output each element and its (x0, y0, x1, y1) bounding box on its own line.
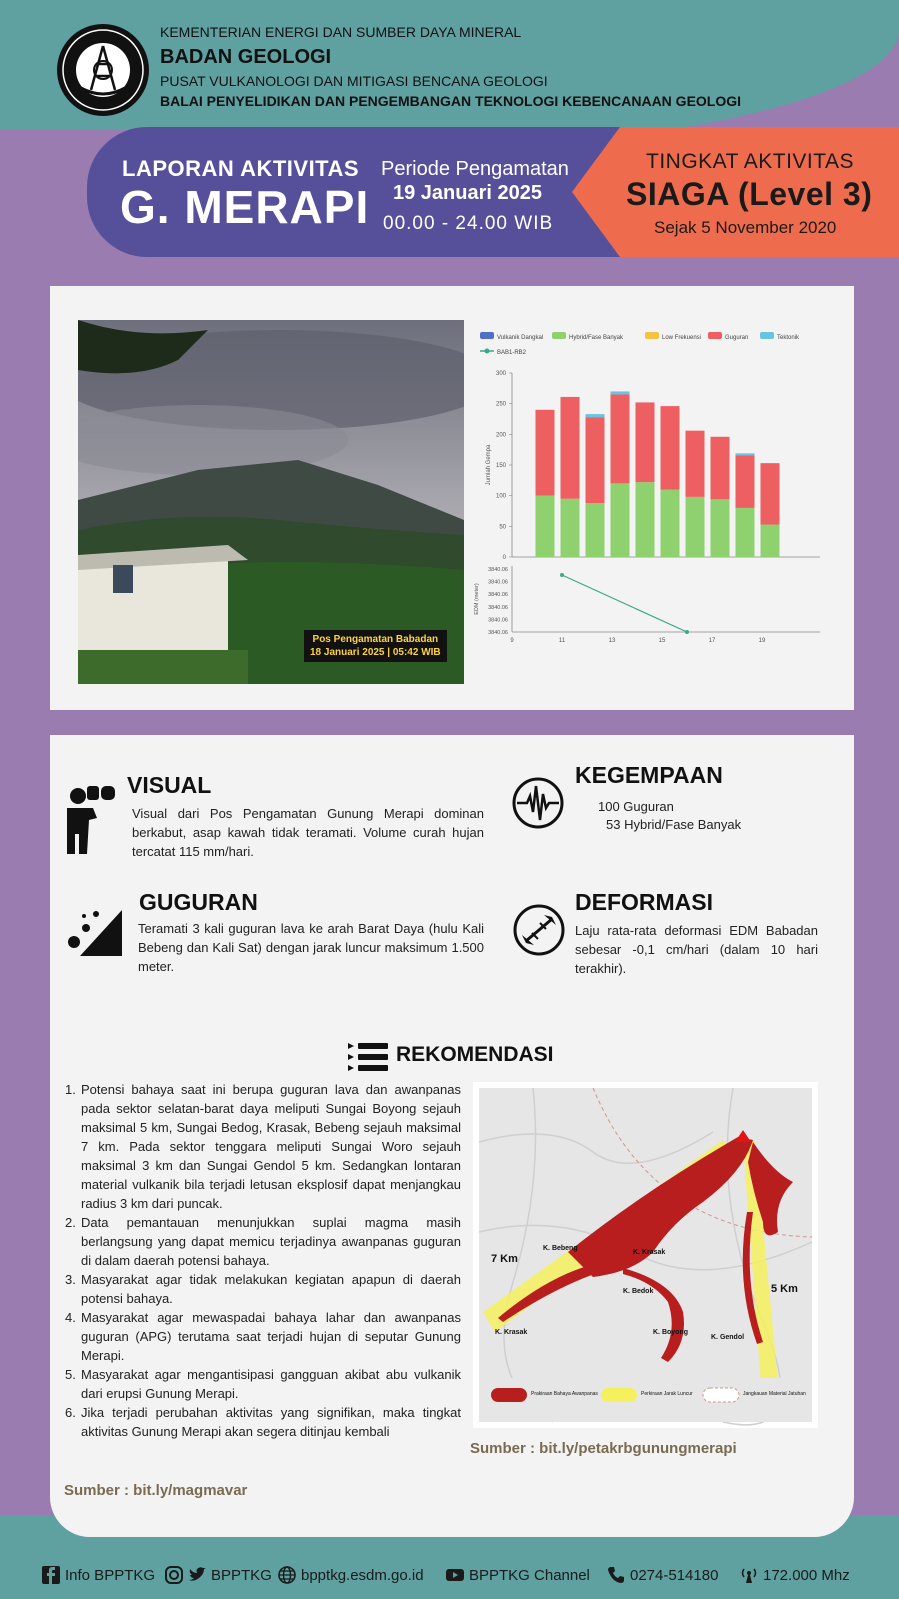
bar-tektonik (586, 414, 605, 417)
phone-label: 0274-514180 (630, 1566, 719, 1584)
radio-label: 172.000 Mhz (763, 1566, 850, 1584)
source-link[interactable]: Sumber : bit.ly/magmavar (64, 1482, 248, 1499)
bar-guguran (686, 431, 705, 497)
bar-hybrid-fase-banyak (661, 490, 680, 557)
esdm-logo (57, 24, 149, 116)
rockfall-icon (66, 904, 122, 961)
visual-text: Visual dari Pos Pengamatan Gunung Merapi dominan berkabut, asap kawah tidak teramati. Volume curah hujan tercatat 115 mm/hari. (132, 806, 484, 859)
y-tick-label: 50 (499, 524, 506, 531)
bar-hybrid-fase-banyak (636, 482, 655, 557)
y-tick-label: 150 (495, 463, 506, 469)
kegempaan-guguran: 100 Guguran (598, 799, 674, 814)
deformasi-title: DEFORMASI (575, 889, 713, 915)
y-tick-label: 100 (495, 493, 506, 500)
report-title: LAPORAN AKTIVITAS (122, 156, 360, 181)
bar-hybrid-fase-banyak (536, 496, 555, 557)
footer-phone[interactable] (607, 1566, 718, 1584)
org-center: PUSAT VULKANOLOGI DAN MITIGASI BENCANA GEOLOGI (160, 73, 548, 89)
legend-label: Guguran (725, 335, 749, 341)
recommendation-item (65, 1270, 461, 1308)
map-legend-jatuhan: Jangkauan Material Jatuhan (743, 1391, 806, 1397)
legend-swatch (708, 332, 722, 339)
globe-icon (278, 1566, 296, 1584)
caption-datetime: 18 Januari 2025 | 05:42 WIB (310, 647, 441, 658)
edm-y-tick-label: 3840.06 (488, 630, 508, 636)
edm-y-tick-label: 3840.06 (488, 617, 508, 624)
legend-label: BAB1-RB2 (497, 350, 527, 356)
hazard-map (473, 1082, 818, 1428)
edm-y-tick-label: 3840.06 (488, 567, 508, 573)
radio-antenna-icon (740, 1566, 758, 1584)
kegempaan-title: KEGEMPAAN (575, 762, 723, 788)
recommendation-text: Masyarakat agar tidak melakukan kegiatan apapun di daerah potensi bahaya. (81, 1272, 461, 1306)
twitter-icon (188, 1566, 206, 1584)
recommendation-number: 2. (65, 1215, 76, 1230)
bar-guguran (636, 402, 655, 482)
map-river-krasak-1: K. Krasak (495, 1329, 528, 1336)
y-tick-label: 0 (502, 555, 506, 561)
bar-guguran (611, 394, 630, 483)
bar-tektonik (736, 453, 755, 455)
bar-guguran (536, 410, 555, 496)
guguran-text: Teramati 3 kali guguran lava ke arah Barat Daya (hulu Kali Bebeng dan Kali Sat) dengan jarak luncur maksimum 1.500 meter. (138, 921, 484, 974)
bar-hybrid-fase-banyak (586, 503, 605, 557)
map-source-link[interactable]: Sumber : bit.ly/petakrbgunungmerapi (470, 1440, 737, 1457)
recommendation-item (65, 1213, 461, 1270)
bar-guguran (761, 463, 780, 524)
visual-title: VISUAL (127, 772, 212, 798)
recommendation-text: Masyarakat agar mengantisipasi gangguan akibat abu vulkanik dari erupsi Gunung Merapi. (81, 1367, 461, 1401)
bar-tektonik (611, 391, 630, 394)
youtube-icon (446, 1566, 464, 1584)
legend-line-marker (485, 349, 490, 354)
recommendation-text: Data pemantauan menunjukkan suplai magma masih berlangsung yang dapat memicu terjadinya awanpanas guguran di dalam daerah potensi bahaya. (81, 1215, 461, 1268)
photo-caption (304, 630, 447, 662)
map-river-bedok: K. Bedok (623, 1288, 654, 1295)
deformation-icon (512, 903, 566, 962)
deformasi-text: Laju rata-rata deformasi EDM Babadan sebesar -0,1 cm/hari (dalam 10 hari terakhir). (575, 923, 818, 976)
bar-guguran (711, 437, 730, 500)
website-label: bpptkg.esdm.go.id (301, 1566, 424, 1584)
bar-hybrid-fase-banyak (611, 483, 630, 557)
edm-x-tick-label: 19 (758, 638, 766, 644)
footer-contacts (0, 1560, 899, 1590)
footer-facebook[interactable] (42, 1566, 155, 1584)
map-river-gendol: K. Gendol (711, 1334, 745, 1341)
instagram-icon (165, 1566, 183, 1584)
legend-label: Vulkanik Dangkal (497, 335, 544, 341)
y-axis-label: Jumlah Gempa (486, 444, 492, 486)
legend-swatch (645, 332, 659, 339)
list-icon (348, 1041, 388, 1080)
map-legend-luncur: Perkiraan Jarak Luncur (641, 1391, 693, 1397)
org-agency: BADAN GEOLOGI (160, 46, 332, 68)
volcano-name: G. MERAPI (120, 181, 370, 233)
legend-swatch (760, 332, 774, 339)
bar-hybrid-fase-banyak (736, 508, 755, 557)
social-label: BPPTKG (211, 1566, 272, 1584)
rekomendasi-title: REKOMENDASI (396, 1043, 554, 1066)
recommendation-number: 5. (65, 1367, 76, 1382)
edm-y-tick-label: 3840.06 (488, 592, 508, 599)
recommendation-item (65, 1403, 461, 1441)
recommendation-text: Masyarakat agar mewaspadai bahaya lahar dan awanpanas guguran (APG) terutama saat terjadi hujan di seputar Gunung Merapi. (81, 1310, 461, 1363)
bar-hybrid-fase-banyak (686, 497, 705, 557)
map-river-krasak-2: K. Krasak (633, 1249, 666, 1256)
guguran-title: GUGURAN (139, 889, 258, 915)
legend-swatch (480, 332, 494, 339)
map-label-5km: 5 Km (771, 1283, 798, 1295)
recommendation-item (65, 1365, 461, 1403)
edm-line (562, 575, 687, 632)
caption-location: Pos Pengamatan Babadan (312, 634, 439, 645)
recommendation-list (65, 1080, 461, 1441)
map-river-bebeng: K. Bebeng (543, 1245, 578, 1252)
binoculars-person-icon (63, 782, 119, 859)
legend-label: Hybrid/Fase Banyak (569, 335, 624, 341)
level-label: TINGKAT AKTIVITAS (646, 150, 855, 173)
edm-y-tick-label: 3840.06 (488, 579, 508, 586)
legend-swatch (552, 332, 566, 339)
edm-x-tick-label: 11 (558, 638, 566, 644)
phone-icon (607, 1566, 625, 1584)
footer-website[interactable] (278, 1566, 424, 1584)
y-tick-label: 250 (495, 401, 506, 408)
bar-guguran (561, 397, 580, 499)
y-tick-label: 200 (495, 432, 506, 439)
recommendation-text: Potensi bahaya saat ini berupa guguran lava dan awanpanas pada sektor selatan-barat daya meliputi Sungai Boyong sejauh maksimal 5 km, Sungai Bedog, Krasak, Bebeng sejauh maksimal 7 km. Pada sektor tenggara meliputi Sungai Woro sejauh maksimal 3 km dan Sungai Gendol 5 km. Sedangkan lontaran material vulkanik bila terjadi letusan eksplosif dapat menjangkau radius 3 km dari puncak. (81, 1082, 461, 1211)
org-office: BALAI PENYELIDIKAN DAN PENGEMBANGAN TEKNOLOGI KEBENCANAAN GEOLOGI (160, 93, 742, 109)
edm-y-tick-label: 3840.06 (488, 604, 508, 611)
bar-guguran (736, 455, 755, 508)
edm-x-tick-label: 17 (708, 638, 716, 644)
edm-point (560, 573, 564, 577)
org-ministry: KEMENTERIAN ENERGI DAN SUMBER DAYA MINERAL (160, 24, 522, 40)
recommendation-item (65, 1308, 461, 1365)
bar-hybrid-fase-banyak (561, 499, 580, 557)
footer-youtube[interactable] (446, 1566, 590, 1584)
map-river-boyong: K. Boyong (653, 1329, 688, 1336)
y-tick-label: 300 (495, 371, 506, 377)
period-time: 00.00 - 24.00 WIB (383, 213, 554, 234)
footer-social[interactable] (165, 1566, 272, 1584)
recommendation-number: 6. (65, 1405, 76, 1420)
youtube-label: BPPTKG Channel (469, 1566, 590, 1584)
legend-label: Low Frekuensi (662, 335, 702, 341)
footer-radio[interactable] (740, 1566, 850, 1584)
bar-hybrid-fase-banyak (711, 499, 730, 557)
recommendation-number: 4. (65, 1310, 76, 1325)
recommendation-number: 1. (65, 1082, 76, 1097)
bar-hybrid-fase-banyak (761, 524, 780, 557)
recommendation-text: Jika terjadi perubahan aktivitas yang signifikan, maka tingkat aktivitas Gunung Merapi akan segera ditinjau kembali (81, 1405, 461, 1439)
recommendation-number: 3. (65, 1272, 76, 1287)
period-date: 19 Januari 2025 (393, 182, 542, 204)
edm-y-axis-label: EDM (meter) (474, 583, 480, 615)
edm-x-tick-label: 15 (658, 638, 666, 644)
seismic-chart (470, 330, 830, 650)
seismograph-icon (511, 776, 565, 835)
bar-guguran (586, 417, 605, 503)
map-label-7km: 7 Km (491, 1253, 518, 1265)
edm-x-tick-label: 9 (510, 638, 514, 644)
recommendation-item (65, 1080, 461, 1213)
period-label: Periode Pengamatan (381, 158, 569, 180)
edm-x-tick-label: 13 (608, 638, 616, 644)
bar-guguran (661, 406, 680, 489)
map-legend-awanpanas: Prakiraan Bahaya Awanpanas (531, 1391, 598, 1397)
edm-point (685, 630, 689, 634)
level-value: SIAGA (Level 3) (626, 176, 873, 212)
facebook-label: Info BPPTKG (65, 1566, 156, 1584)
kegempaan-hybrid: 53 Hybrid/Fase Banyak (606, 817, 742, 832)
legend-label: Tektonik (777, 335, 800, 341)
facebook-icon (42, 1566, 60, 1584)
level-since: Sejak 5 November 2020 (654, 218, 837, 237)
